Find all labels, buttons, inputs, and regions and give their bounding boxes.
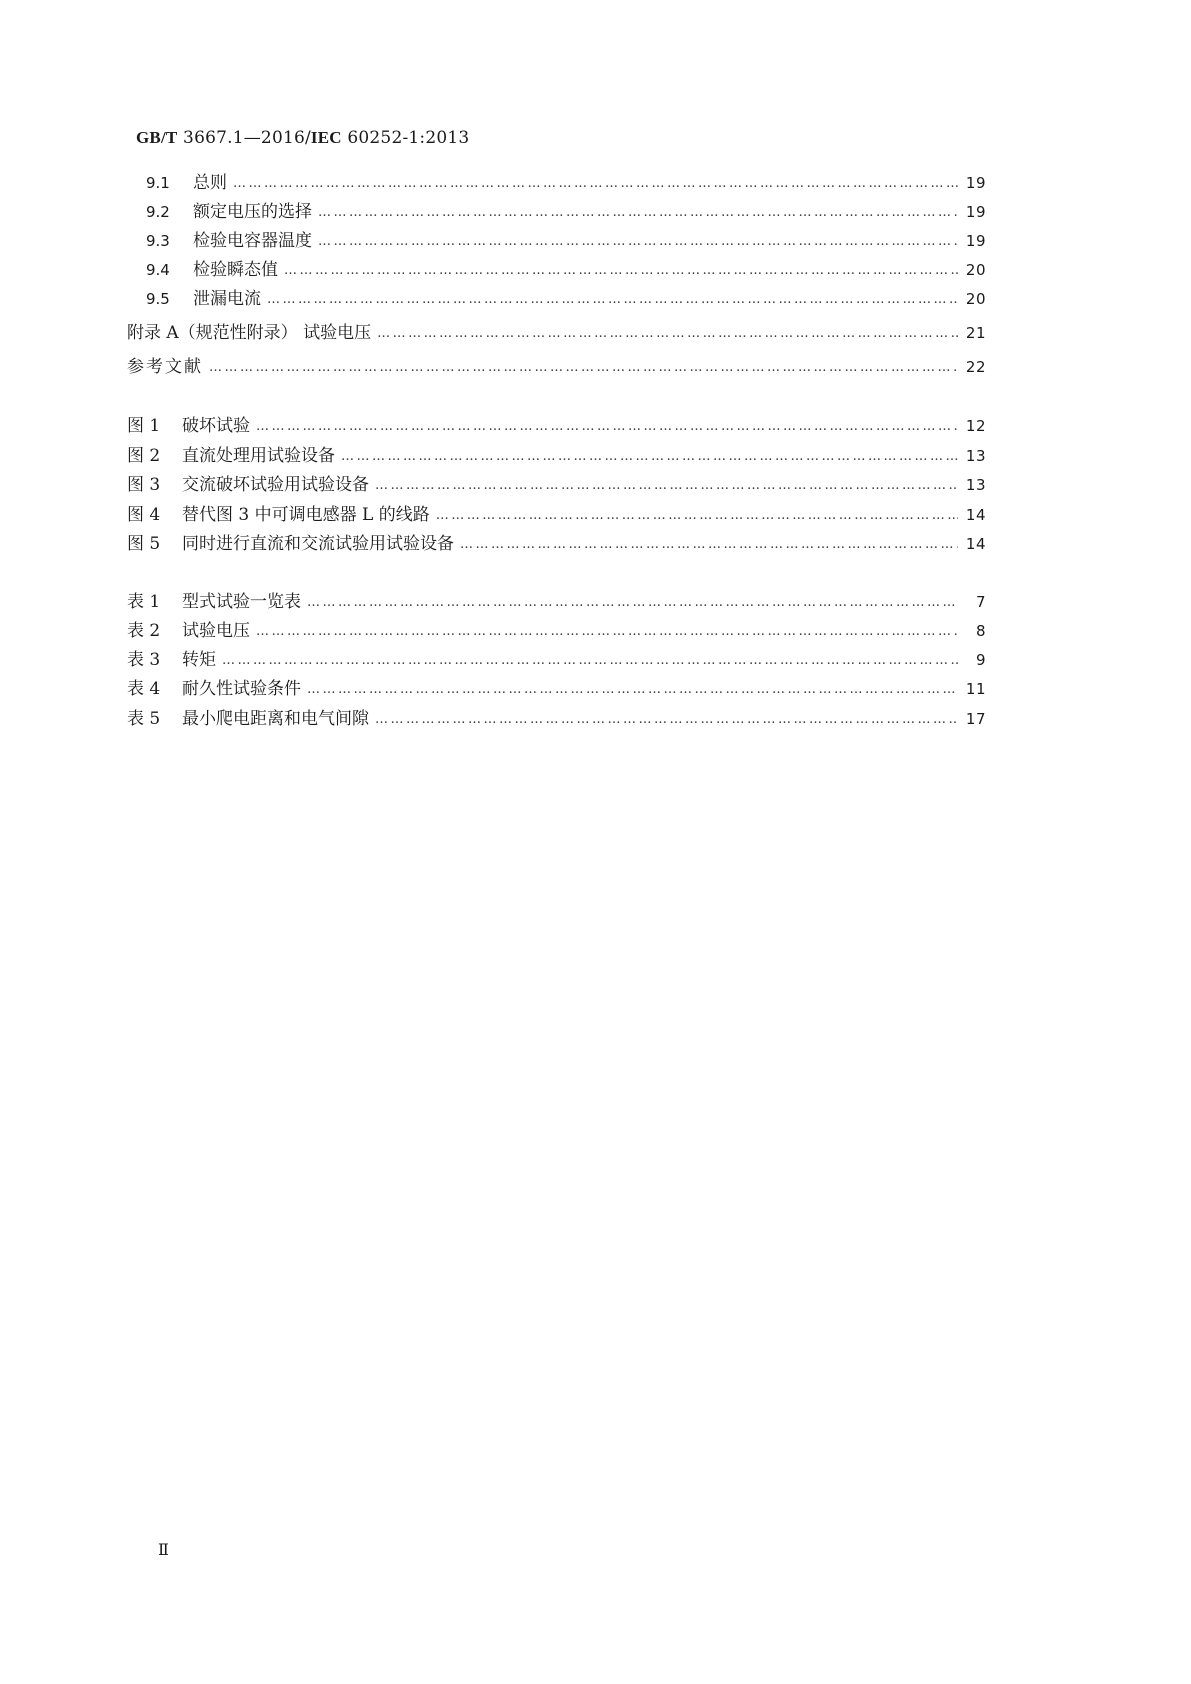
table-number: 表 1 (127, 592, 161, 612)
iec-number: 60252-1:2013 (347, 128, 470, 148)
toc-entry-title: 参考文献 (127, 357, 203, 377)
toc-entry-number: 9.1 (146, 174, 170, 192)
table-page: 17 (965, 710, 986, 728)
figure-number: 图 4 (127, 505, 161, 525)
dot-leader (307, 592, 958, 614)
table-entry[interactable] (127, 678, 986, 700)
dot-leader (436, 505, 958, 527)
toc-entry[interactable] (146, 230, 986, 252)
toc-entry[interactable] (146, 201, 986, 223)
figure-page: 13 (965, 476, 986, 494)
dot-leader (284, 260, 958, 282)
dot-leader (375, 475, 958, 497)
figure-number: 图 3 (127, 475, 161, 495)
figure-page: 14 (965, 535, 986, 553)
dot-leader (222, 650, 958, 672)
toc-entry-number: 9.3 (146, 232, 170, 250)
dot-leader (256, 416, 958, 438)
figure-title: 交流破坏试验用试验设备 (182, 475, 369, 495)
figure-page: 12 (965, 417, 986, 435)
toc-entry[interactable] (146, 259, 986, 281)
table-title: 型式试验一览表 (182, 592, 301, 612)
toc-entry[interactable] (146, 172, 986, 194)
table-title: 耐久性试验条件 (182, 679, 301, 699)
toc-entry-number: 9.5 (146, 290, 170, 308)
document-header (136, 128, 469, 148)
iec-prefix: IEC (310, 128, 342, 147)
table-number: 表 4 (127, 679, 161, 699)
table-number: 表 3 (127, 650, 161, 670)
toc-entry-title: 总则 (193, 173, 227, 193)
table-entry[interactable] (127, 591, 986, 613)
figure-number: 图 5 (127, 534, 161, 554)
toc-entry-title: 泄漏电流 (193, 289, 261, 309)
toc-entry-title: 附录 A（规范性附录） 试验电压 (127, 323, 372, 343)
figure-number: 图 1 (127, 416, 161, 436)
dot-leader (233, 173, 958, 195)
table-title: 试验电压 (182, 621, 250, 641)
dot-leader (377, 323, 958, 345)
dot-leader (209, 357, 958, 379)
figure-entry[interactable] (127, 445, 986, 467)
toc-entry-page: 20 (965, 261, 986, 279)
figure-page: 13 (965, 447, 986, 465)
table-entry[interactable] (127, 649, 986, 671)
dot-leader (341, 446, 958, 468)
table-title: 最小爬电距离和电气间隙 (182, 709, 369, 729)
table-page: 9 (975, 651, 986, 669)
figure-entry[interactable] (127, 474, 986, 496)
table-page: 11 (965, 680, 986, 698)
toc-entry-references[interactable] (127, 356, 986, 378)
dot-leader (318, 231, 958, 253)
std-prefix: GB/T (136, 128, 178, 147)
page-number: Ⅱ (158, 1542, 169, 1559)
figure-entry[interactable] (127, 533, 986, 555)
toc-entry-title: 检验电容器温度 (193, 231, 312, 251)
dot-leader (375, 709, 958, 731)
dot-leader (307, 679, 958, 701)
figure-title: 直流处理用试验设备 (182, 446, 335, 466)
table-title: 转矩 (182, 650, 216, 670)
toc-entry-number: 9.2 (146, 203, 170, 221)
dot-leader (460, 534, 958, 556)
dot-leader (267, 289, 958, 311)
table-entry[interactable] (127, 708, 986, 730)
dot-leader (256, 621, 958, 643)
toc-entry-number: 9.4 (146, 261, 170, 279)
toc-entry-page: 19 (965, 203, 986, 221)
figure-page: 14 (965, 506, 986, 524)
toc-entry-page: 19 (965, 174, 986, 192)
table-number: 表 5 (127, 709, 161, 729)
table-entry[interactable] (127, 620, 986, 642)
toc-entry[interactable] (146, 288, 986, 310)
table-page: 8 (975, 622, 986, 640)
std-number: 3667.1—2016/ (183, 128, 311, 148)
table-page: 7 (975, 593, 986, 611)
figure-entry[interactable] (127, 415, 986, 437)
figure-number: 图 2 (127, 446, 161, 466)
dot-leader (318, 202, 958, 224)
toc-entry-page: 20 (965, 290, 986, 308)
figure-title: 同时进行直流和交流试验用试验设备 (182, 534, 454, 554)
table-number: 表 2 (127, 621, 161, 641)
figure-entry[interactable] (127, 504, 986, 526)
figure-title: 破坏试验 (182, 416, 250, 436)
toc-entry-page: 21 (965, 324, 986, 342)
toc-entry-title: 额定电压的选择 (193, 202, 312, 222)
toc-entry-page: 22 (965, 358, 986, 376)
toc-entry-title: 检验瞬态值 (193, 260, 278, 280)
toc-entry-appendix[interactable] (127, 322, 986, 344)
toc-entry-page: 19 (965, 232, 986, 250)
figure-title: 替代图 3 中可调电感器 L 的线路 (182, 505, 430, 525)
